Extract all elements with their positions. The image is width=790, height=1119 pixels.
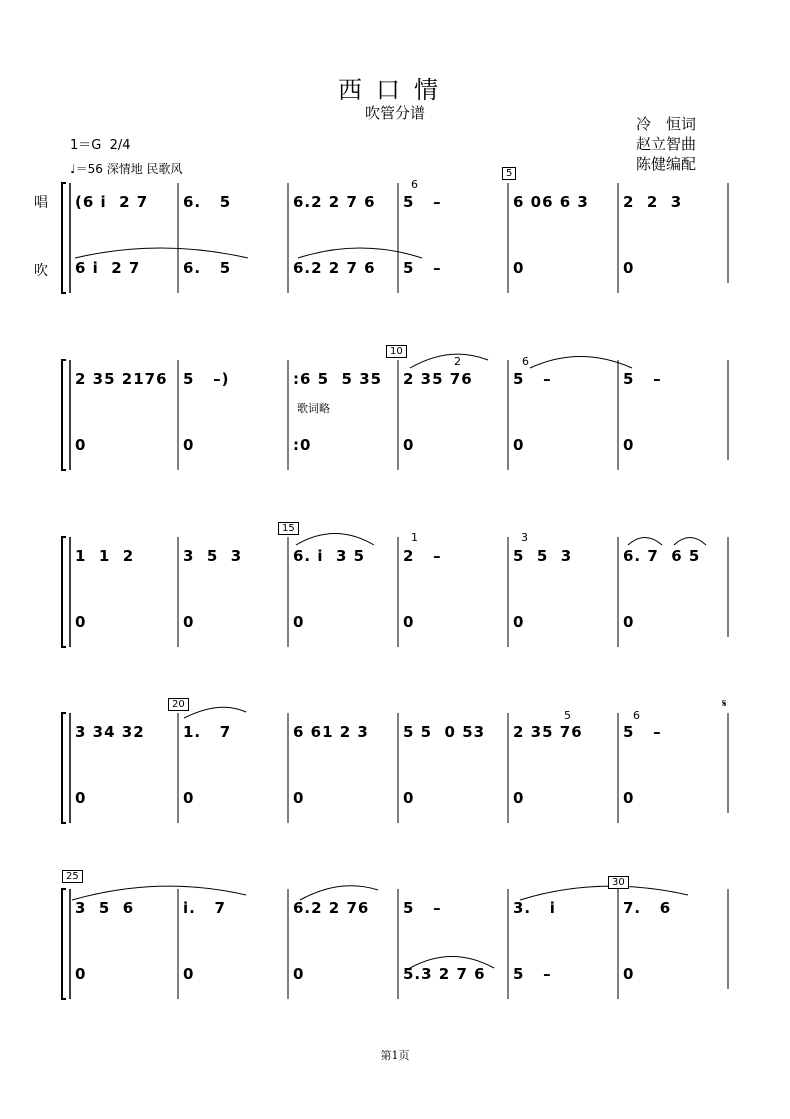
vocal-measure: 5 – [403, 899, 442, 917]
wind-measure: 0 [75, 613, 87, 631]
wind-measure: 0 [623, 436, 635, 454]
measure-number-box: 20 [168, 698, 189, 711]
wind-measure: 0 [403, 789, 415, 807]
wind-measure: 0 [293, 613, 305, 631]
vocal-measure: 5 –) [183, 370, 230, 388]
vocal-measure: 5 – [623, 370, 662, 388]
vocal-measure: 2 35 76 [403, 370, 473, 388]
slur [298, 248, 422, 258]
grace-note: 2 [454, 355, 461, 368]
time-signature: 2/4 [109, 138, 131, 153]
wind-measure: 6. 5 [183, 259, 232, 277]
wind-measure: 0 [513, 436, 525, 454]
wind-measure: 0 [75, 436, 87, 454]
lyrics-omitted-note: 歌词略 [297, 402, 330, 415]
vocal-measure: 2 35 2176 [75, 370, 168, 388]
vocal-measure: 1 1 2 [75, 547, 135, 565]
wind-measure: 0 [75, 965, 87, 983]
part-label-vocal: 唱 [34, 195, 48, 211]
vocal-measure: 2 35 76 [513, 723, 583, 741]
key-signature: 1＝G 2/4 [70, 138, 131, 153]
slur [300, 886, 378, 900]
vocal-measure: 6.2 2 7 6 [293, 193, 376, 211]
slur [674, 538, 706, 546]
slur [628, 538, 662, 546]
measure-number-box: 25 [62, 870, 83, 883]
tempo-marking: ♩＝56 深情地 民歌风 [70, 162, 183, 176]
wind-measure: 0 [623, 259, 635, 277]
vocal-measure: 2 2 3 [623, 193, 683, 211]
vocal-measure: 5 – [513, 370, 552, 388]
wind-measure: 0 [403, 436, 415, 454]
slur [296, 534, 374, 546]
slur [75, 248, 248, 258]
slur [184, 707, 246, 718]
wind-measure: 0 [513, 789, 525, 807]
measure-number-box: 30 [608, 876, 629, 889]
grace-note: 1 [411, 531, 418, 544]
vocal-measure: 6. 7 6 5 [623, 547, 701, 565]
vocal-measure: 3. i [513, 899, 556, 917]
vocal-measure: 6 61 2 3 [293, 723, 369, 741]
arranger-credit: 陈健编配 [636, 155, 697, 173]
wind-measure: 0 [183, 789, 195, 807]
wind-measure: 0 [623, 965, 635, 983]
wind-measure: 5.3 2 7 6 [403, 965, 486, 983]
vocal-measure: 6. 5 [183, 193, 232, 211]
system-bracket [62, 360, 66, 470]
wind-measure: 0 [183, 436, 195, 454]
vocal-measure: 5 – [403, 193, 442, 211]
slur [520, 886, 688, 900]
segno-icon: 𝄋 [722, 697, 727, 710]
wind-measure: 0 [513, 613, 525, 631]
vocal-measure: 5 5 0 53 [403, 723, 486, 741]
grace-note: 5 [564, 709, 571, 722]
vocal-measure: 5 – [623, 723, 662, 741]
wind-measure: 6.2 2 7 6 [293, 259, 376, 277]
vocal-measure: 6 06 6 3 [513, 193, 589, 211]
wind-measure: 5 – [513, 965, 552, 983]
wind-measure: :0 [293, 436, 312, 454]
wind-measure: 0 [293, 789, 305, 807]
measure-number-box: 15 [278, 522, 299, 535]
system-bracket [62, 183, 66, 293]
grace-note: 6 [633, 709, 640, 722]
system-bracket [62, 537, 66, 647]
slur [410, 354, 488, 368]
wind-measure: 0 [623, 789, 635, 807]
vocal-measure: 2 – [403, 547, 442, 565]
wind-measure: 6 i 2 7 [75, 259, 141, 277]
grace-note: 3 [521, 531, 528, 544]
wind-measure: 0 [75, 789, 87, 807]
page-number: 第1页 [380, 1049, 410, 1062]
measure-number-box: 5 [502, 167, 516, 180]
song-title: 西口情 [338, 76, 452, 104]
vocal-measure: 3 5 6 [75, 899, 135, 917]
part-label-wind: 吹 [34, 263, 48, 279]
wind-measure: 0 [293, 965, 305, 983]
wind-measure: 5 – [403, 259, 442, 277]
lyricist-credit: 冷 恒词 [636, 115, 697, 133]
slur [530, 357, 632, 369]
vocal-measure: 6. i 3 5 [293, 547, 366, 565]
vocal-measure: (6 i 2 7 [75, 193, 149, 211]
vocal-measure: 6.2 2 76 [293, 899, 370, 917]
wind-measure: 0 [183, 965, 195, 983]
wind-measure: 0 [183, 613, 195, 631]
grace-note: 6 [522, 355, 529, 368]
wind-measure: 0 [513, 259, 525, 277]
grace-note: 6 [411, 178, 418, 191]
vocal-measure: 1. 7 [183, 723, 232, 741]
wind-measure: 0 [623, 613, 635, 631]
system-bracket [62, 889, 66, 999]
measure-number-box: 10 [386, 345, 407, 358]
vocal-measure: 3 5 3 [183, 547, 243, 565]
slur [72, 886, 246, 900]
song-subtitle: 吹管分谱 [364, 104, 425, 122]
vocal-measure: 3 34 32 [75, 723, 145, 741]
vocal-measure: 5 5 3 [513, 547, 573, 565]
vocal-measure: i. 7 [183, 899, 226, 917]
vocal-measure: 7. 6 [623, 899, 672, 917]
vocal-measure: :6 5 5 35 [293, 370, 383, 388]
wind-measure: 0 [403, 613, 415, 631]
composer-credit: 赵立智曲 [636, 135, 697, 153]
system-bracket [62, 713, 66, 823]
